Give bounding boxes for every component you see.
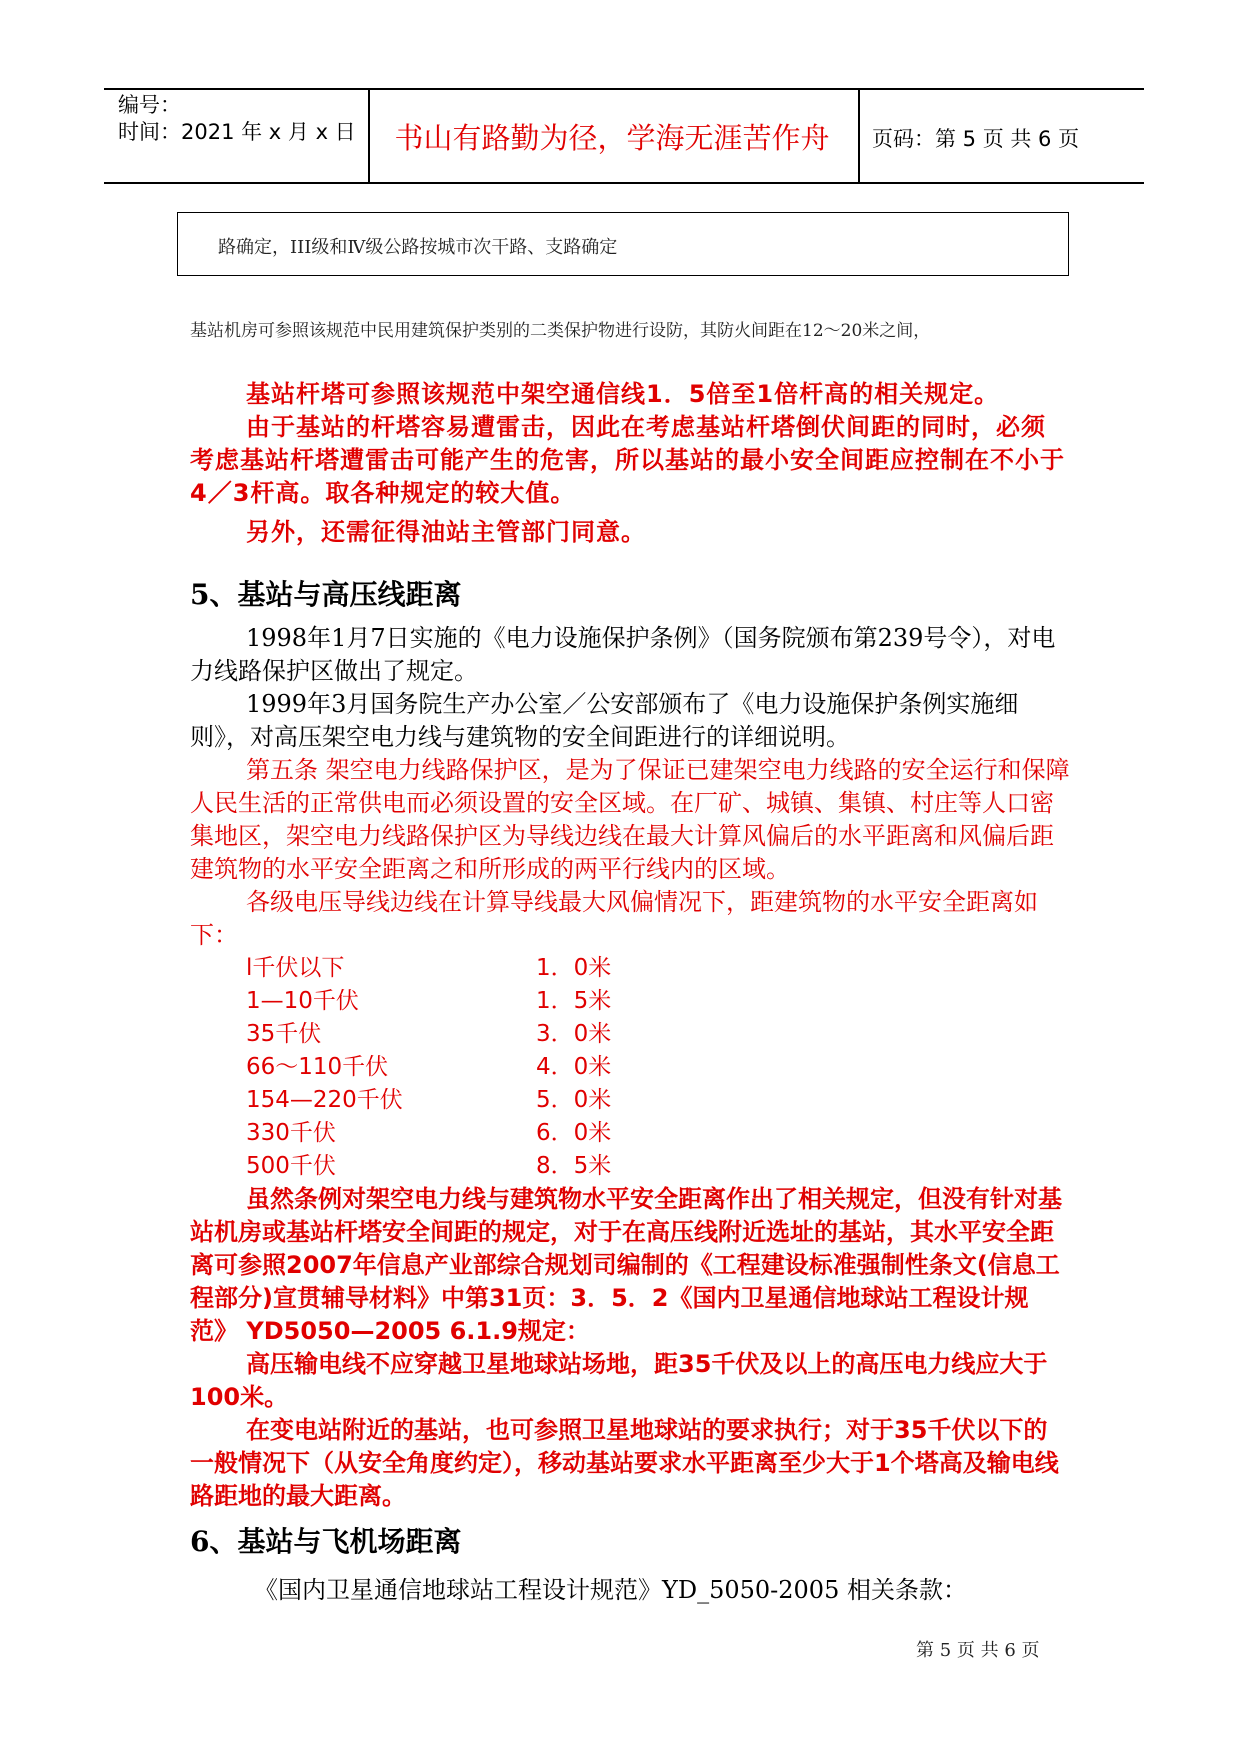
red-paragraph-3: 另外，还需征得油站主管部门同意。 xyxy=(246,518,646,546)
table-intro: 各级电压导线边线在计算导线最大风偏情况下，距建筑物的水平安全距离如下： xyxy=(190,888,1038,949)
voltage-cell: l千伏以下 xyxy=(246,955,345,981)
voltage-distance-table xyxy=(246,952,746,1183)
section-5-para-1: 1998年1月7日实施的《电力设施保护条例》（国务院颁布第239号令），对电力线路保护区做出了规定。 xyxy=(190,624,1056,685)
table-row xyxy=(246,1018,746,1051)
table-continuation-box xyxy=(177,212,1069,276)
voltage-cell: 330千伏 xyxy=(246,1120,336,1146)
distance-cell: 1．5米 xyxy=(536,988,612,1014)
article-5-text: 第五条 架空电力线路保护区，是为了保证已建架空电力线路的安全运行和保障人民生活的正常供电而必须设置的安全区域。在厂矿、城镇、集镇、村庄等人口密集地区，架空电力线路保护区为导线边线在最大计算风偏后的水平距离和风偏后距建筑物的水平安全距离之和所形成的两平行线内的区域。 xyxy=(190,756,1070,883)
voltage-cell: 1—10千伏 xyxy=(246,988,359,1014)
distance-cell: 4．0米 xyxy=(536,1054,612,1080)
header-top-rule xyxy=(104,88,1144,90)
header-divider-left xyxy=(368,88,370,184)
intro-line: 基站机房可参照该规范中民用建筑保护类别的二类保护物进行设防，其防火间距在12～20米之间， xyxy=(190,321,931,341)
voltage-cell: 66～110千伏 xyxy=(246,1054,389,1080)
bold-paragraph-3: 在变电站附近的基站，也可参照卫星地球站的要求执行；对于35千伏以下的一般情况下（从安全角度约定），移动基站要求水平距离至少大于1个塔高及输电线路距地的最大距离。 xyxy=(190,1416,1059,1510)
voltage-cell: 35千伏 xyxy=(246,1021,322,1047)
box-text: 路确定，III级和Ⅳ级公路按城市次干路、支路确定 xyxy=(218,237,618,258)
table-row xyxy=(246,985,746,1018)
table-row xyxy=(246,1150,746,1183)
table-row xyxy=(246,1117,746,1150)
section-5-para-2: 1999年3月国务院生产办公室／公安部颁布了《电力设施保护条例实施细则》，对高压架空电力线与建筑物的安全间距进行的详细说明。 xyxy=(190,690,1019,751)
distance-cell: 1．0米 xyxy=(536,955,612,981)
red-paragraph-1: 基站杆塔可参照该规范中架空通信线1．5倍至1倍杆高的相关规定。 xyxy=(246,380,1000,408)
voltage-cell: 500千伏 xyxy=(246,1153,336,1179)
voltage-cell: 154—220千伏 xyxy=(246,1087,403,1113)
header-meta xyxy=(118,92,356,146)
bold-paragraph-2: 高压输电线不应穿越卫星地球站场地，距35千伏及以上的高压电力线应大于100米。 xyxy=(190,1350,1048,1411)
page-footer: 第 5 页 共 6 页 xyxy=(916,1640,1040,1661)
header-bottom-rule xyxy=(104,182,1144,184)
distance-cell: 3．0米 xyxy=(536,1021,612,1047)
section-5-heading: 5、基站与高压线距离 xyxy=(190,578,462,611)
table-row xyxy=(246,952,746,985)
header-divider-right xyxy=(858,88,860,184)
header-motto: 书山有路勤为径，学海无涯苦作舟 xyxy=(394,121,830,155)
red-paragraph-2: 由于基站的杆塔容易遭雷击，因此在考虑基站杆塔倒伏间距的同时，必须考虑基站杆塔遭雷击可能产生的危害，所以基站的最小安全间距应控制在不小于4／3杆高。取各种规定的较大值。 xyxy=(190,413,1065,507)
table-row xyxy=(246,1084,746,1117)
section-6-para-1: 《国内卫星通信地球站工程设计规范》YD_5050-2005 相关条款： xyxy=(254,1576,967,1604)
distance-cell: 8．5米 xyxy=(536,1153,612,1179)
serial-label: 编号： xyxy=(118,93,181,117)
distance-cell: 5．0米 xyxy=(536,1087,612,1113)
header-page-label: 页码：第 5 页 共 6 页 xyxy=(872,127,1080,151)
bold-paragraph-1: 虽然条例对架空电力线与建筑物水平安全距离作出了相关规定，但没有针对基站机房或基站杆塔安全间距的规定，对于在高压线附近选址的基站，其水平安全距离可参照2007年信息产业部综合规划司编制的《工程建设标准强制性条文(信息工程部分)宣贯辅导材料》中第31页：3．5．2《国内卫星通信地球站工程设计规范》 YD5050—2005 6.1.9规定： xyxy=(190,1185,1062,1345)
table-row xyxy=(246,1051,746,1084)
time-label: 时间：2021 年 x 月 x 日 xyxy=(118,120,356,144)
section-6-heading: 6、基站与飞机场距离 xyxy=(190,1525,462,1558)
distance-cell: 6．0米 xyxy=(536,1120,612,1146)
